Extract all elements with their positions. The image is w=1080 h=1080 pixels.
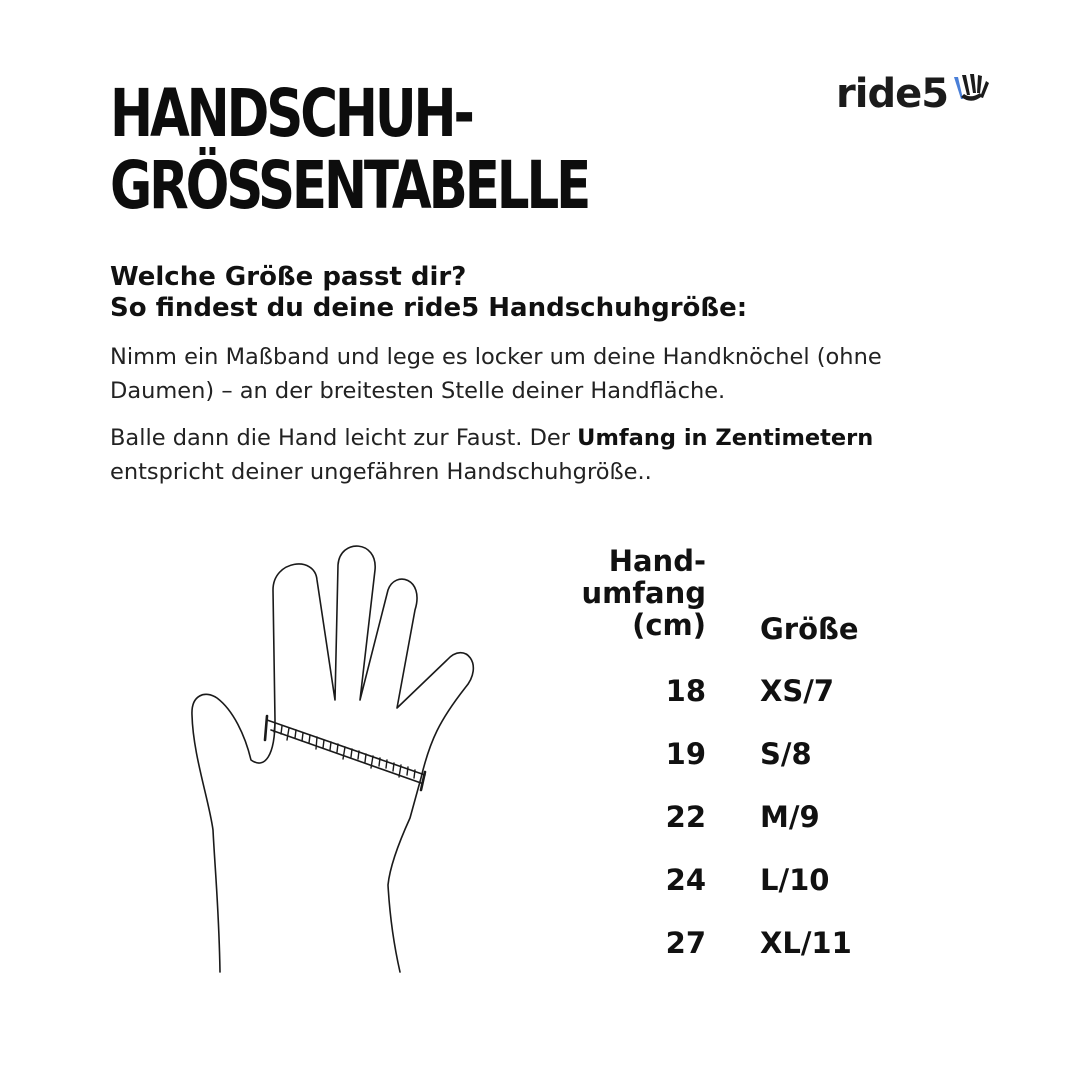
hand-wave-icon (950, 71, 990, 110)
table-row (560, 860, 980, 900)
cell-circumference: 22 (665, 800, 706, 834)
title-line-1: HANDSCHUH- (110, 75, 472, 152)
table-row (560, 797, 980, 837)
table-row (560, 923, 980, 963)
cell-size: M/9 (760, 800, 820, 834)
cell-circumference: 24 (665, 863, 706, 897)
step2-text-start: Balle dann die Hand leicht zur Faust. Der (110, 425, 578, 451)
table-row (560, 671, 980, 711)
header-cm-line-2: umfang (581, 576, 706, 610)
brand-logo (836, 68, 990, 117)
cell-size: XS/7 (760, 674, 835, 708)
instruction-step-1: Nimm ein Maßband und lege es locker um deine Handknöchel (ohne Daumen) – an der breitesten Stelle deiner Handfläche. (110, 344, 882, 404)
cell-circumference: 19 (665, 737, 706, 771)
table-row (560, 734, 980, 774)
cell-circumference: 18 (665, 674, 706, 708)
instructions-heading (110, 262, 747, 324)
step2-emphasis: Umfang in Zentimetern (577, 425, 874, 451)
cell-size: S/8 (760, 737, 812, 771)
title-line-2: GRÖSSENTABELLE (110, 147, 589, 224)
step2-text-end: entspricht deiner ungefähren Handschuhgröße.. (110, 459, 652, 485)
instruction-step-2 (110, 421, 990, 489)
size-subtitle: So findest du deine ride5 Handschuhgröße: (110, 293, 748, 323)
header-cm-line-3: (cm) (632, 608, 706, 642)
size-table (560, 545, 980, 965)
cell-circumference: 27 (665, 926, 706, 960)
size-question: Welche Größe passt dir? (110, 262, 467, 292)
header-size: Größe (760, 612, 859, 646)
header-cm-line-1: Hand- (608, 544, 706, 578)
hand-with-measuring-tape-icon (185, 540, 485, 985)
cell-size: L/10 (760, 863, 830, 897)
header-hand-circumference (582, 545, 706, 641)
logo-text: ride5 (836, 71, 949, 117)
cell-size: XL/11 (760, 926, 852, 960)
page-title (110, 75, 589, 224)
